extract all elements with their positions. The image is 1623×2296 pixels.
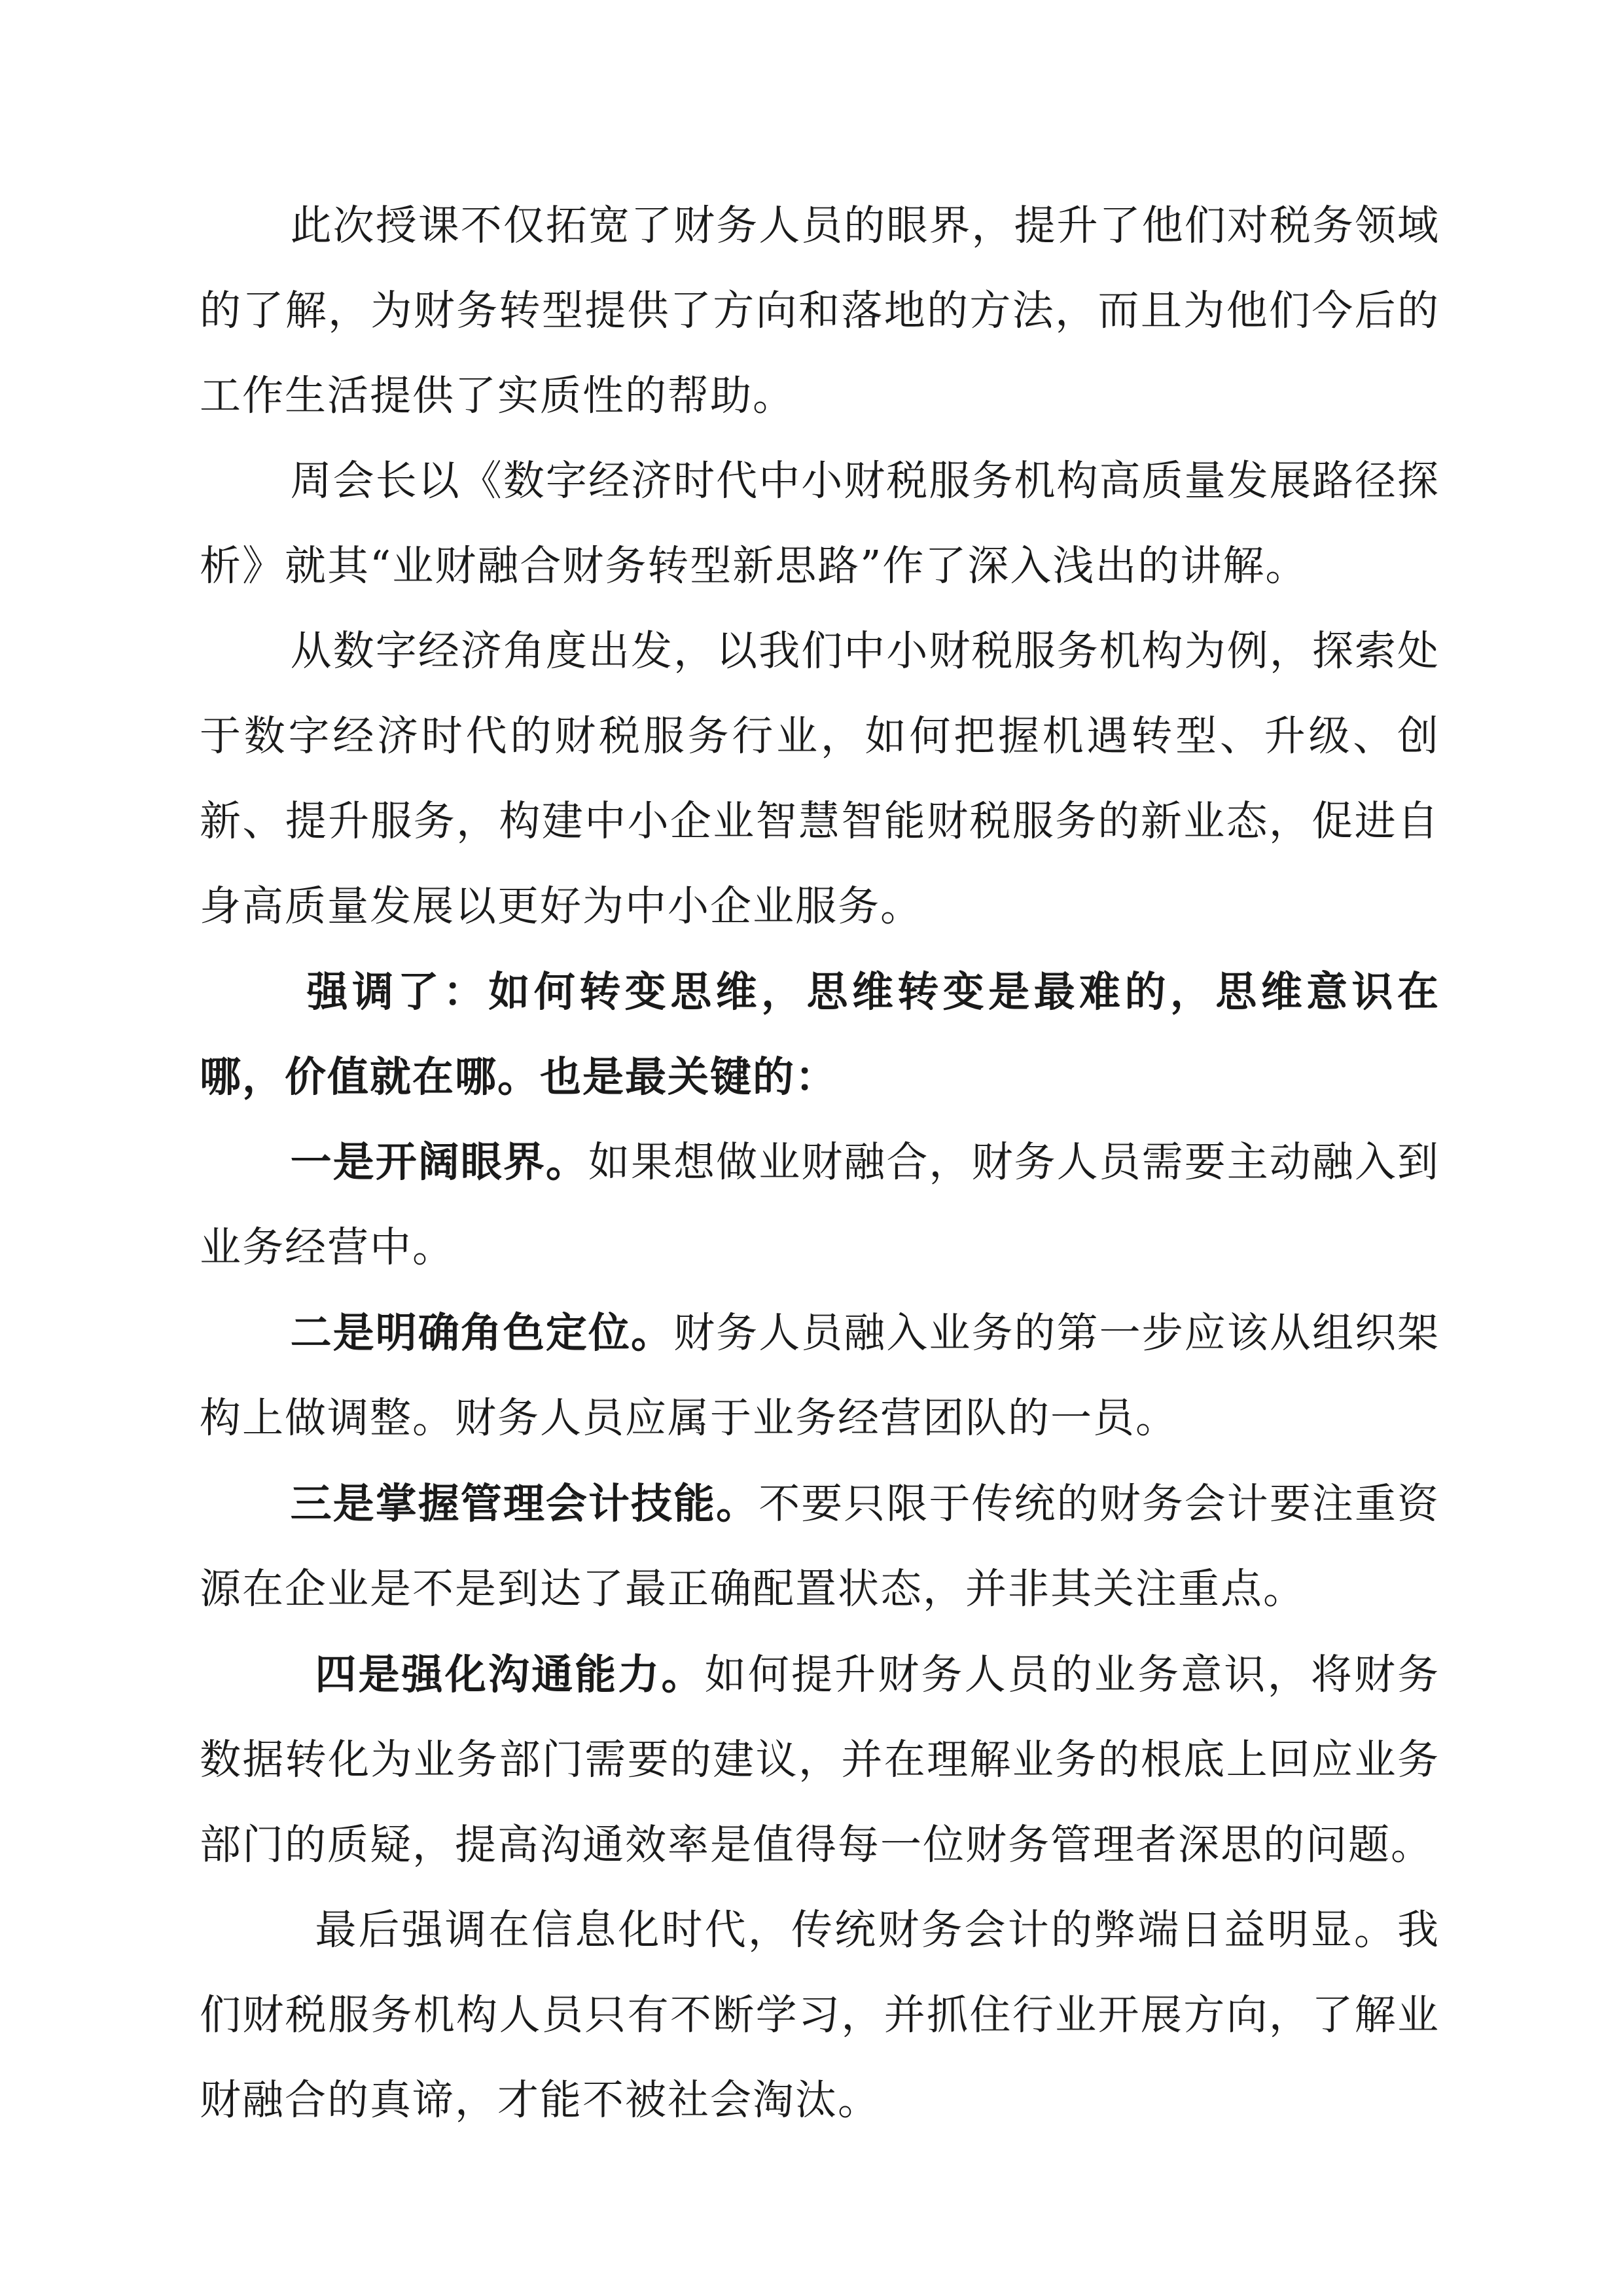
paragraph-text: 从数字经济角度出发，以我们中小财税服务机构为例，探索处于数字经济时代的财税服务行业，如何把握机遇转型、升级、创新、提升服务，构建中小企业智慧智能财税服务的新业态，促进自身高质量发展以更好为中小企业服务。 [200,627,1440,930]
paragraph-conclusion [200,1888,1440,2143]
paragraph-text: 周会长以《数字经济时代中小财税服务机构高质量发展路径探析》就其“业财融合财务转型新思路”作了深入浅出的讲解。 [200,457,1440,590]
document-body [200,183,1440,2143]
paragraph-text: 如何提升财务人员的业务意识，将财务数据转化为业务部门需要的建议，并在理解业务的根底上回应业务部门的质疑，提高沟通效率是值得每一位财务管理者深思的问题。 [200,1651,1440,1869]
paragraph-lecture-intro [200,439,1440,609]
paragraph-point-one [200,1119,1440,1290]
paragraph-point-three [200,1461,1440,1632]
paragraph-emphasis [200,949,1440,1119]
paragraph-text: 如果想做业财融合，财务人员需要主动融入到业务经营中。 [200,1138,1440,1271]
point-heading: 一是开阔眼界。 [290,1138,588,1186]
point-heading: 四是强化沟通能力。 [315,1650,705,1698]
paragraph-text: 此次授课不仅拓宽了财务人员的眼界，提升了他们对税务领域的了解，为财务转型提供了方向和落地的方法，而且为他们今后的工作生活提供了实质性的帮助。 [200,202,1440,420]
point-heading: 三是掌握管理会计技能。 [290,1479,759,1528]
paragraph-digital-economy [200,609,1440,949]
paragraph-text: 强调了：如何转变思维，思维转变是最难的，思维意识在哪，价值就在哪。也是最关键的： [200,967,1440,1101]
paragraph-point-four [200,1632,1440,1888]
paragraph-course-benefits [200,183,1440,439]
paragraph-text: 财务人员融入业务的第一步应该从组织架构上做调整。财务人员应属于业务经营团队的一员。 [200,1309,1440,1442]
paragraph-text: 最后强调在信息化时代，传统财务会计的弊端日益明显。我们财税服务机构人员只有不断学习，并抓住行业开展方向，了解业财融合的真谛，才能不被社会淘汰。 [200,1906,1440,2124]
point-heading: 二是明确角色定位。 [290,1308,674,1357]
paragraph-text: 不要只限于传统的财务会计要注重资源在企业是不是到达了最正确配置状态，并非其关注重点。 [200,1480,1440,1613]
paragraph-point-two [200,1290,1440,1461]
